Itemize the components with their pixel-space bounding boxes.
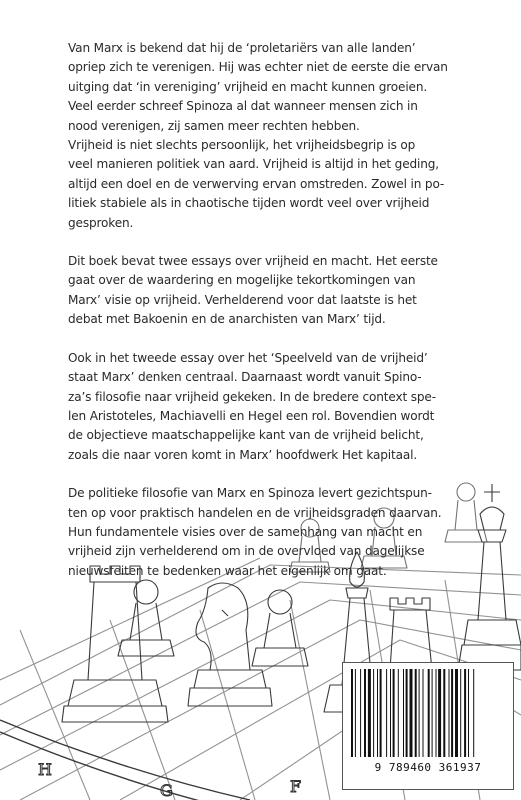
barcode-bar	[390, 669, 391, 757]
barcode-bar	[351, 669, 353, 757]
barcode-bar	[436, 669, 437, 757]
barcode-bar	[410, 669, 413, 757]
blurb-line: Vrijheid is niet slechts persoonlijk, het vrijheidsbegrip is op	[68, 138, 416, 153]
barcode-bar	[368, 669, 371, 757]
barcode-bar	[406, 669, 408, 757]
isbn-number: 9 789460 361937	[374, 761, 482, 774]
barcode-bar	[451, 669, 453, 757]
blurb-line: Van Marx is bekend dat hij de ‘proletariërs van alle landen’	[68, 41, 416, 55]
barcode-bars	[349, 669, 507, 759]
barcode-bar	[468, 669, 469, 757]
blurb-line: vrijheid zijn verhelderend om in de overvloed van dagelijkse	[68, 544, 425, 559]
blurb-line: Ook in het tweede essay over het ‘Speelveld van de vrijheid’	[68, 350, 428, 365]
barcode-bar	[364, 669, 366, 757]
blurb-line: uitging dat ‘in vereniging’ vrijheid en macht kunnen groeien.	[68, 79, 428, 94]
blurb-line: nood verenigen, zij samen meer rechten hebben.	[68, 118, 360, 133]
barcode-bar	[455, 669, 458, 757]
blurb-line: Dit boek bevat twee essays over vrijheid en macht. Het eerste	[68, 254, 438, 269]
barcode-bar	[386, 669, 387, 757]
blurb-line: za’s filosofie naar vrijheid gekeken. In de bredere context spe-	[68, 389, 436, 404]
board-letter: F	[290, 777, 302, 796]
barcode-bar	[398, 669, 399, 757]
isbn-barcode	[342, 662, 514, 790]
blurb-line: debat met Bakoenin en de anarchisten van Marx’ tijd.	[68, 312, 386, 327]
barcode-bar	[449, 669, 450, 757]
blurb-line: nieuwsfeiten te bedenken waar het eigenlijk om gaat.	[68, 563, 387, 578]
barcode-bar	[380, 669, 382, 757]
barcode-bar	[393, 669, 395, 757]
chess-piece-pawn	[118, 580, 174, 656]
blurb-line: De politieke filosofie van Marx en Spinoza levert gezichtspun-	[68, 486, 432, 501]
barcode-bar	[403, 669, 404, 757]
blurb-line: gaat over de waardering en mogelijke tekortkomingen van	[68, 273, 416, 288]
blurb-line: len Aristoteles, Machiavelli en Hegel een rol. Bovendien wordt	[68, 408, 435, 423]
barcode-bar	[419, 669, 420, 757]
blurb-line: Hun fundamentele visies over de samenhang van macht en	[68, 524, 423, 539]
chess-piece-king	[458, 484, 521, 670]
blurb-paragraph-3	[68, 349, 474, 465]
blurb-line: opriep zich te verenigen. Hij was echter niet de eerste die ervan	[68, 60, 448, 75]
barcode-bar	[460, 669, 461, 757]
barcode-bar	[355, 669, 356, 757]
barcode-bar	[428, 669, 430, 757]
board-letter: G	[160, 781, 173, 800]
barcode-bar	[377, 669, 378, 757]
blurb-line: zoals die naar voren komt in Marx’ hoofdwerk Het kapitaal.	[68, 447, 418, 462]
blurb-line: altijd een doel en de verwerving ervan omstreden. Zowel in po-	[68, 176, 445, 191]
board-letter: H	[38, 760, 52, 779]
barcode-bar	[360, 669, 361, 757]
barcode-bar	[432, 669, 433, 757]
barcode-bar	[373, 669, 374, 757]
barcode-bar	[438, 669, 441, 757]
barcode-bar	[464, 669, 466, 757]
blurb-line: Marx’ visie op vrijheid. Verhelderend voor dat laatste is het	[68, 292, 417, 307]
blurb-paragraph-2	[68, 252, 474, 330]
blurb-line: litiek stabiele als in chaotische tijden wordt veel over vrijheid	[68, 196, 430, 211]
blurb-line: staat Marx’ denken centraal. Daarnaast wordt vanuit Spino-	[68, 370, 422, 385]
blurb-line: Veel eerder schreef Spinoza al dat wanneer mensen zich in	[68, 99, 418, 114]
barcode-bar	[415, 669, 417, 757]
chess-piece-pawn	[290, 519, 330, 572]
barcode-bar	[473, 669, 474, 757]
chess-piece-pawn	[361, 508, 407, 568]
blurb-line: ten op voor praktisch handelen en de vrijheidsgraden daarvan.	[68, 505, 442, 520]
blurb-line: gesproken.	[68, 215, 134, 230]
barcode-bar	[443, 669, 445, 757]
blurb-line: de objectieve maatschappelijke kant van de vrijheid belicht,	[68, 428, 424, 443]
barcode-bar	[423, 669, 424, 757]
chess-piece-pawn	[252, 590, 308, 666]
blurb-paragraph-1	[68, 39, 474, 233]
blurb-line: veel manieren politiek van aard. Vrijheid is altijd in het geding,	[68, 157, 439, 172]
